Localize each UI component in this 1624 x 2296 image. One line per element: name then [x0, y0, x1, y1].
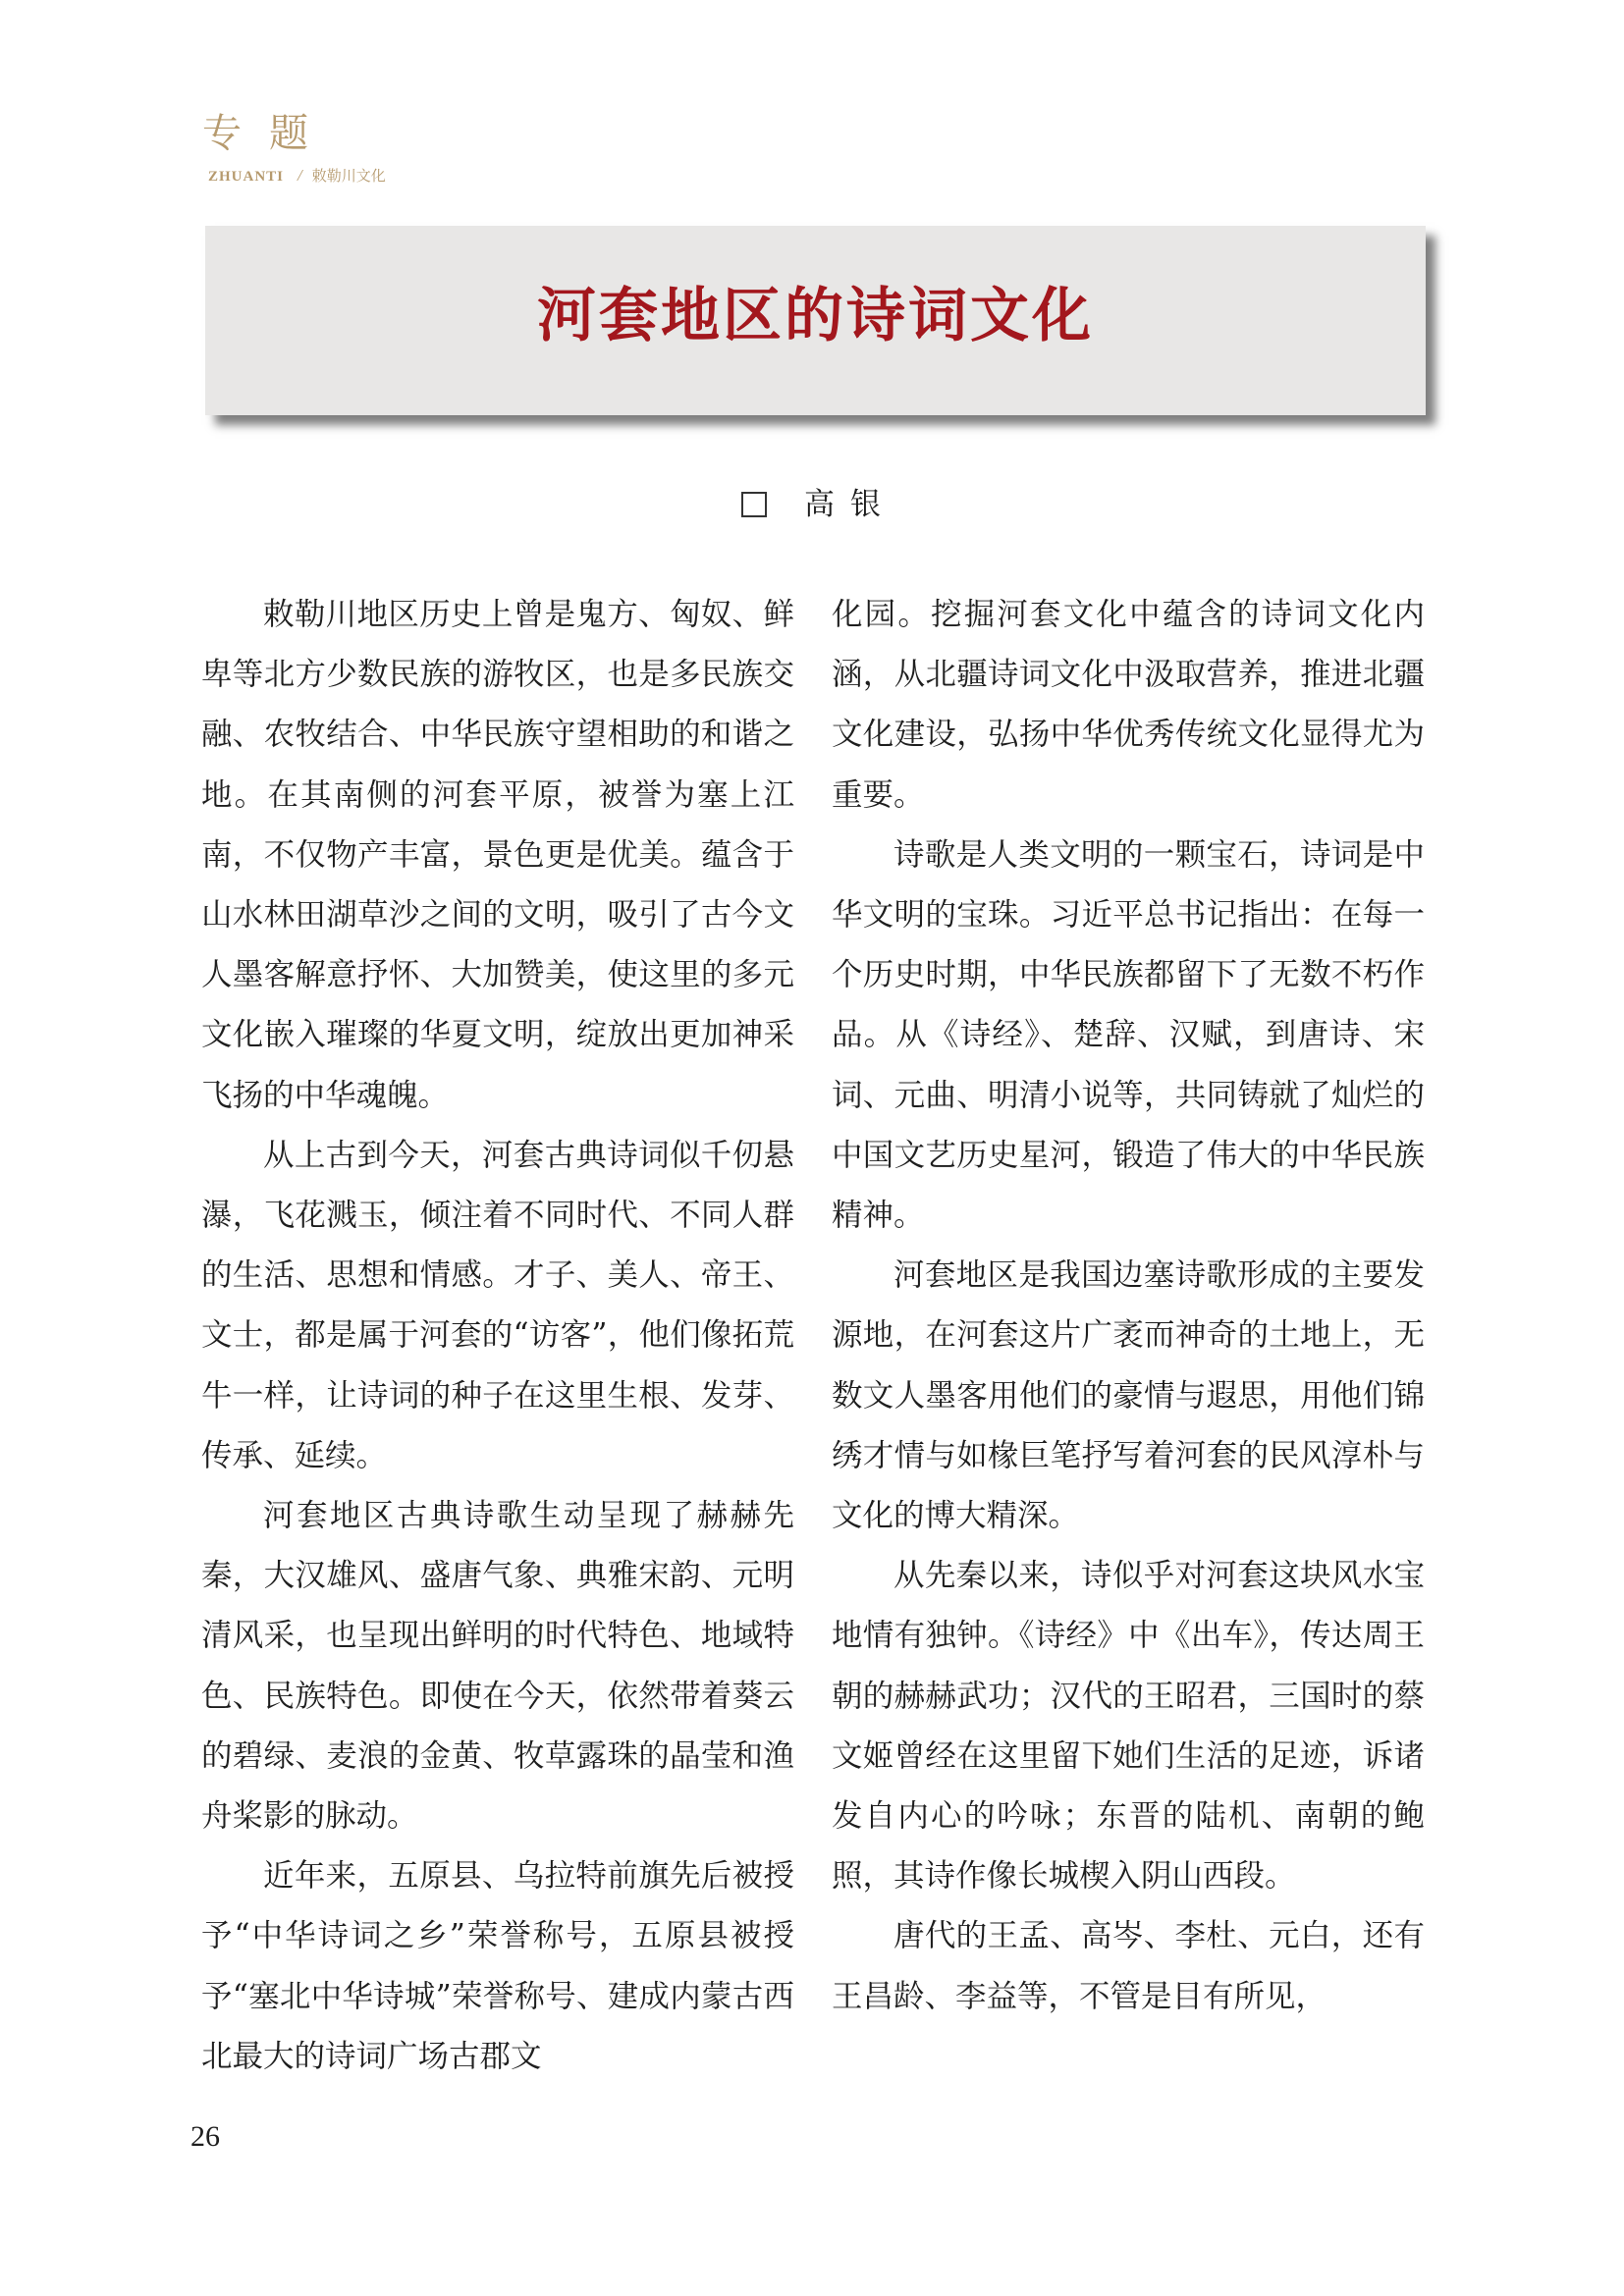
section-label-en: ZHUANTI: [208, 169, 285, 185]
paragraph-continuation: 化园。挖掘河套文化中蕴含的诗词文化内涵，从北疆诗词文化中汲取营养，推进北疆文化建设，弘扬中华优秀传统文化显得尤为重要。: [832, 597, 1425, 813]
square-bullet-icon: [741, 492, 767, 517]
paragraph: 诗歌是人类文明的一颗宝石，诗词是中华文明的宝珠。习近平总书记指出：在每一个历史时期，中华民族都留下了无数不朽作品。从《诗经》、楚辞、汉赋，到唐诗、宋词、元曲、明清小说等，共同铸就了灿烂的中国文艺历史星河，锻造了伟大的中华民族精神。: [832, 836, 1425, 1234]
section-subtitle: [208, 167, 386, 185]
article-title: 河套地区的诗词文化: [537, 282, 1094, 350]
paragraph: 敕勒川地区历史上曾是鬼方、匈奴、鲜卑等北方少数民族的游牧区，也是多民族交融、农牧结合、中华民族守望相助的和谐之地。在其南侧的河套平原，被誉为塞上江南，不仅物产丰富，景色更是优美。蕴含于山水林田湖草沙之间的文明，吸引了古今文人墨客解意抒怀、大加赞美，使这里的多元文化嵌入璀璨的华夏文明，绽放出更加神采飞扬的中华魂魄。: [201, 597, 794, 1113]
title-box: [205, 226, 1426, 415]
left-column: [201, 585, 794, 2087]
paragraph: 唐代的王孟、高岑、李杜、元白，还有王昌龄、李益等，不管是目有所见，: [832, 1918, 1425, 2014]
section-label: 专题: [202, 111, 336, 156]
paragraph: 河套地区古典诗歌生动呈现了赫赫先秦，大汉雄风、盛唐气象、典雅宋韵、元明清风采，也呈现出鲜明的时代特色、地域特色、民族特色。即使在今天，依然带着葵云的碧绿、麦浪的金黄、牧草露珠的晶莹和渔舟桨影的脉动。: [201, 1498, 794, 1835]
column-name: 敕勒川文化: [311, 169, 386, 185]
page-number: 26: [190, 2120, 220, 2153]
paragraph: 从先秦以来，诗似乎对河套这块风水宝地情有独钟。《诗经》中《出车》，传达周王朝的赫赫武功；汉代的王昭君，三国时的蔡文姬曾经在这里留下她们生活的足迹，诉诸发自内心的吟咏；东晋的陆机、南朝的鲍照，其诗作像长城楔入阴山西段。: [832, 1558, 1425, 1895]
author-name: 高银: [804, 487, 896, 522]
paragraph: 近年来，五原县、乌拉特前旗先后被授予“中华诗词之乡”荣誉称号，五原县被授予“塞北中华诗城”荣誉称号、建成内蒙古西北最大的诗词广场古郡文: [201, 1858, 794, 2074]
paragraph: 河套地区是我国边塞诗歌形成的主要发源地，在河套这片广袤而神奇的土地上，无数文人墨客用他们的豪情与遐思，用他们锦绣才情与如椽巨笔抒写着河套的民风淳朴与文化的博大精深。: [832, 1257, 1425, 1534]
right-column: [832, 585, 1425, 2027]
separator-slash: /: [298, 166, 302, 185]
byline: [741, 485, 896, 524]
paragraph: 从上古到今天，河套古典诗词似千仞悬瀑，飞花溅玉，倾注着不同时代、不同人群的生活、思想和情感。才子、美人、帝王、文士，都是属于河套的“访客”，他们像拓荒牛一样，让诗词的种子在这里生根、发芽、传承、延续。: [201, 1137, 794, 1473]
